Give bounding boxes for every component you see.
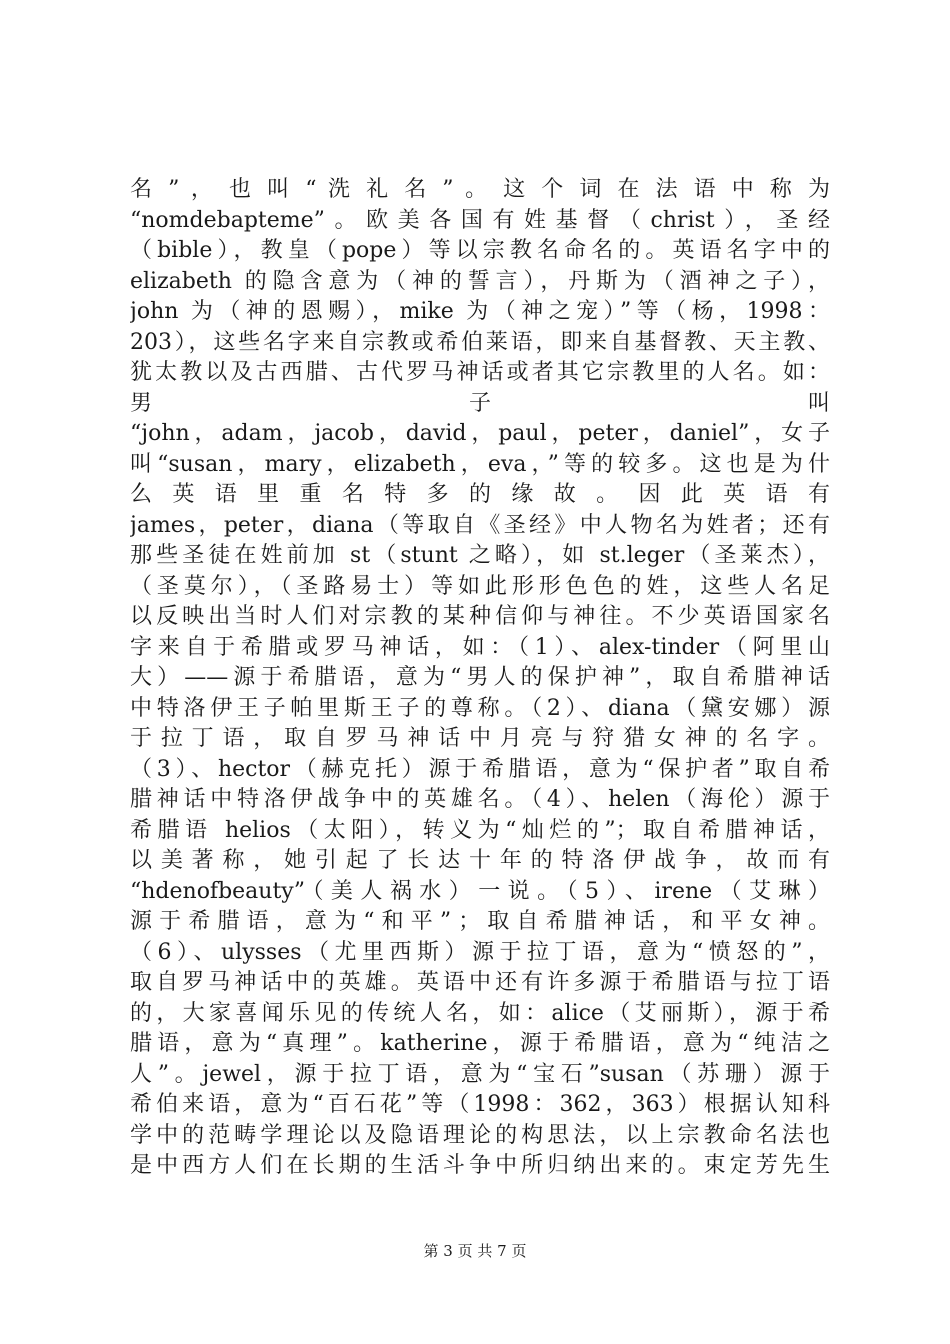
text-line: “hdenofbeauty”（美人祸水）一说。（5）、irene（艾琳） [130, 878, 830, 904]
text-line: 中特洛伊王子帕里斯王子的尊称。（2）、diana（黛安娜）源 [130, 695, 830, 721]
text-line: 希腊语 helios（太阳），转义为“灿烂的”；取自希腊神话， [130, 817, 830, 843]
text-line: 男 子 叫 [130, 390, 830, 416]
text-line: （圣莫尔），（圣路易士）等如此形形色色的姓，这些人名足 [130, 573, 830, 599]
text-line: 那些圣徒在姓前加 st（stunt 之略），如 st.leger（圣莱杰）， [130, 543, 830, 568]
text-line: （bible），教皇（pope）等以宗教名命名的。英语名字中的 [130, 238, 830, 263]
text-line: 名 ” ， 也 叫 “ 洗 礼 名 ” 。 这 个 词 在 法 语 中 称 为 [130, 177, 830, 202]
text-line: 犹太教以及古西腊、古代罗马神话或者其它宗教里的人名。如： [130, 360, 830, 385]
text-line: 203），这些名字来自宗教或希伯莱语，即来自基督教、天主教、 [130, 329, 830, 355]
text-line: （3）、hector（赫克托）源于希腊语，意为“保护者”取自希 [130, 756, 830, 782]
text-line: 腊语，意为“真理”。katherine，源于希腊语，意为“纯洁之 [130, 1031, 830, 1056]
text-line: 人”。jewel，源于拉丁语，意为“宝石”susan（苏珊）源于 [130, 1061, 830, 1087]
text-line: 源 于 希 腊 语 ， 意 为 “ 和 平 ” ； 取 自 希 腊 神 话 ， 和 平 女 神 。 [130, 909, 830, 934]
text-line: 以反映出当时人们对宗教的某种信仰与神往。不少英语国家名 [130, 604, 830, 629]
text-line: 取自罗马神话中的英雄。英语中还有许多源于希腊语与拉丁语 [130, 970, 830, 995]
text-line: 是中西方人们在长期的生活斗争中所归纳出来的。束定芳先生 [130, 1153, 830, 1178]
text-line: “john，adam，jacob，david，paul，peter，daniel”，女子 [130, 421, 830, 446]
text-line: elizabeth 的隐含意为（神的誓言），丹斯为（酒神之子）， [130, 268, 830, 294]
text-line: 腊神话中特洛伊战争中的英雄名。（4）、helen（海伦）源于 [130, 787, 830, 812]
text-line: james，peter，diana（等取自《圣经》中人物名为姓者；还有 [130, 512, 830, 538]
text-line: john 为（神的恩赐），mike 为（神之宠）”等（杨，1998： [130, 299, 830, 324]
text-line: 么 英 语 里 重 名 特 多 的 缘 故 。 因 此 英 语 有 [130, 482, 830, 507]
text-line: 叫“susan，mary，elizabeth，eva，”等的较多。这也是为什 [130, 451, 830, 477]
text-line: “nomdebapteme”。欧美各国有姓基督（christ），圣经 [130, 207, 830, 233]
text-line: 希伯来语，意为“百石花”等（1998：362，363）根据认知科 [130, 1092, 830, 1117]
page-footer: 第 3 页 共 7 页 [423, 1242, 527, 1260]
text-line: 的，大家喜闻乐见的传统人名，如：alice（艾丽斯），源于希 [130, 1000, 830, 1026]
text-line: 以 美 著 称 ， 她 引 起 了 长 达 十 年 的 特 洛 伊 战 争 ， 故 而 有 [130, 848, 830, 873]
text-line: 于 拉 丁 语 ， 取 自 罗 马 神 话 中 月 亮 与 狩 猎 女 神 的 名 字 。 [130, 726, 830, 751]
text-line: （6）、ulysses（尤里西斯）源于拉丁语，意为“愤怒的”， [130, 939, 830, 965]
text-line: 字来自于希腊或罗马神话，如：（1）、alex-tinder（阿里山 [130, 634, 830, 660]
body-paragraph [130, 175, 830, 1182]
text-line: 学中的范畴学理论以及隐语理论的构思法，以上宗教命名法也 [130, 1122, 830, 1148]
text-line: 大）——源于希腊语，意为“男人的保护神”，取自希腊神话 [130, 665, 830, 690]
